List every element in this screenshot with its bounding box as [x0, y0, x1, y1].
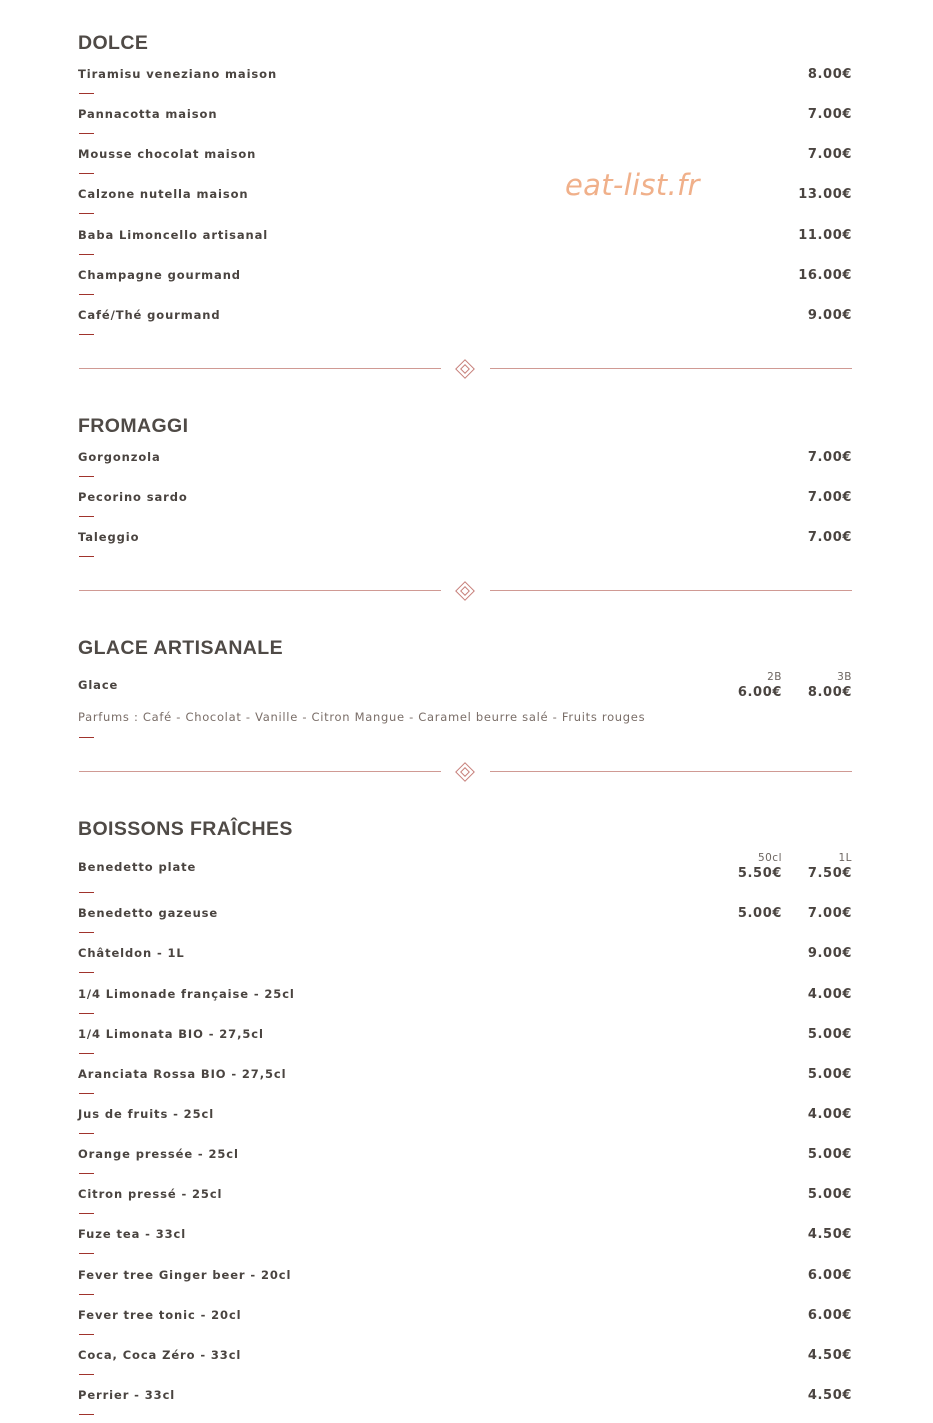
item-price: 7.00€ — [807, 107, 852, 122]
item-name: Calzone nutella maison — [78, 187, 249, 201]
item-dash — [79, 1374, 94, 1375]
item-price: 11.00€ — [798, 228, 852, 243]
item-dash — [79, 334, 94, 335]
item-name: Glace — [78, 678, 119, 692]
divider-line — [79, 771, 441, 772]
item-price: 8.00€ — [807, 67, 852, 82]
divider-line — [79, 590, 441, 591]
item-name: Tiramisu veneziano maison — [78, 67, 278, 81]
section-title-dolce: DOLCE — [78, 32, 149, 54]
item-name: Châteldon - 1L — [78, 946, 185, 960]
item-price: 4.50€ — [807, 1227, 852, 1242]
item-price: 4.50€ — [807, 1388, 852, 1403]
item-dash — [79, 133, 94, 134]
item-name: Mousse chocolat maison — [78, 147, 257, 161]
item-dash — [79, 932, 94, 933]
item-dash — [79, 1173, 94, 1174]
section-title-fromaggi: FROMAGGI — [78, 415, 189, 437]
item-name: Fuze tea - 33cl — [78, 1227, 187, 1241]
item-name: Fever tree tonic - 20cl — [78, 1308, 242, 1322]
item-name: Champagne gourmand — [78, 268, 241, 282]
item-dash — [79, 93, 94, 94]
item-price: 7.00€ — [807, 147, 852, 162]
size-label: 3B — [837, 671, 852, 683]
item-dash — [79, 1213, 94, 1214]
item-price: 6.00€ — [807, 1268, 852, 1283]
item-name: 1/4 Limonata BIO - 27,5cl — [78, 1027, 264, 1041]
item-name: Coca, Coca Zéro - 33cl — [78, 1348, 242, 1362]
item-price: 4.00€ — [807, 1107, 852, 1122]
item-dash — [79, 1093, 94, 1094]
item-price: 5.00€ — [807, 1187, 852, 1202]
section-divider — [79, 581, 852, 601]
item-price: 16.00€ — [798, 268, 852, 283]
item-name: Perrier - 33cl — [78, 1388, 176, 1402]
diamond-ornament-icon — [455, 581, 475, 601]
item-dash — [79, 213, 94, 214]
item-price: 7.00€ — [807, 906, 852, 921]
item-dash — [79, 1334, 94, 1335]
item-name: Orange pressée - 25cl — [78, 1147, 239, 1161]
section-title-boissons: BOISSONS FRAÎCHES — [78, 818, 293, 840]
item-name: Gorgonzola — [78, 450, 161, 464]
item-price: 9.00€ — [807, 308, 852, 323]
item-dash — [79, 476, 94, 477]
item-dash — [79, 173, 94, 174]
item-name: Pecorino sardo — [78, 490, 188, 504]
divider-line — [490, 590, 852, 591]
section-divider — [79, 359, 852, 379]
item-price: 7.50€ — [807, 866, 852, 881]
item-price: 5.00€ — [737, 906, 782, 921]
item-price: 5.00€ — [807, 1027, 852, 1042]
item-name: Café/Thé gourmand — [78, 308, 221, 322]
item-price: 4.50€ — [807, 1348, 852, 1363]
item-dash — [79, 1133, 94, 1134]
diamond-ornament-icon — [455, 359, 475, 379]
item-name: Taleggio — [78, 530, 140, 544]
item-price: 7.00€ — [807, 530, 852, 545]
item-name: Jus de fruits - 25cl — [78, 1107, 215, 1121]
item-price: 4.00€ — [807, 987, 852, 1002]
item-dash — [79, 1253, 94, 1254]
item-dash — [79, 294, 94, 295]
section-title-glace: GLACE ARTISANALE — [78, 637, 284, 659]
section-divider — [79, 762, 852, 782]
item-price: 5.00€ — [807, 1147, 852, 1162]
item-name: 1/4 Limonade française - 25cl — [78, 987, 295, 1001]
divider-line — [490, 368, 852, 369]
item-dash — [79, 1414, 94, 1415]
divider-line — [490, 771, 852, 772]
item-name: Benedetto gazeuse — [78, 906, 219, 920]
item-dash — [79, 892, 94, 893]
diamond-ornament-icon — [455, 762, 475, 782]
item-price: 6.00€ — [737, 685, 782, 700]
item-dash — [79, 516, 94, 517]
size-label: 50cl — [757, 852, 782, 864]
item-name: Fever tree Ginger beer - 20cl — [78, 1268, 292, 1282]
item-name: Pannacotta maison — [78, 107, 218, 121]
item-price: 7.00€ — [807, 490, 852, 505]
item-price: 6.00€ — [807, 1308, 852, 1323]
item-name: Baba Limoncello artisanal — [78, 228, 269, 242]
item-dash — [79, 1013, 94, 1014]
divider-line — [79, 368, 441, 369]
item-dash — [79, 737, 94, 738]
item-price: 13.00€ — [798, 187, 852, 202]
item-price: 7.00€ — [807, 450, 852, 465]
item-dash — [79, 1053, 94, 1054]
item-dash — [79, 1294, 94, 1295]
item-dash — [79, 556, 94, 557]
item-dash — [79, 972, 94, 973]
item-price: 5.50€ — [737, 866, 782, 881]
item-description: Parfums : Café - Chocolat - Vanille - Citron Mangue - Caramel beurre salé - Fruits rouges — [78, 710, 646, 724]
item-name: Benedetto plate — [78, 860, 197, 874]
item-dash — [79, 254, 94, 255]
size-label: 1L — [838, 852, 852, 864]
watermark-text: eat-list.fr — [565, 168, 700, 202]
size-label: 2B — [767, 671, 782, 683]
item-price: 8.00€ — [807, 685, 852, 700]
item-price: 5.00€ — [807, 1067, 852, 1082]
item-name: Citron pressé - 25cl — [78, 1187, 223, 1201]
item-name: Aranciata Rossa BIO - 27,5cl — [78, 1067, 287, 1081]
item-price: 9.00€ — [807, 946, 852, 961]
